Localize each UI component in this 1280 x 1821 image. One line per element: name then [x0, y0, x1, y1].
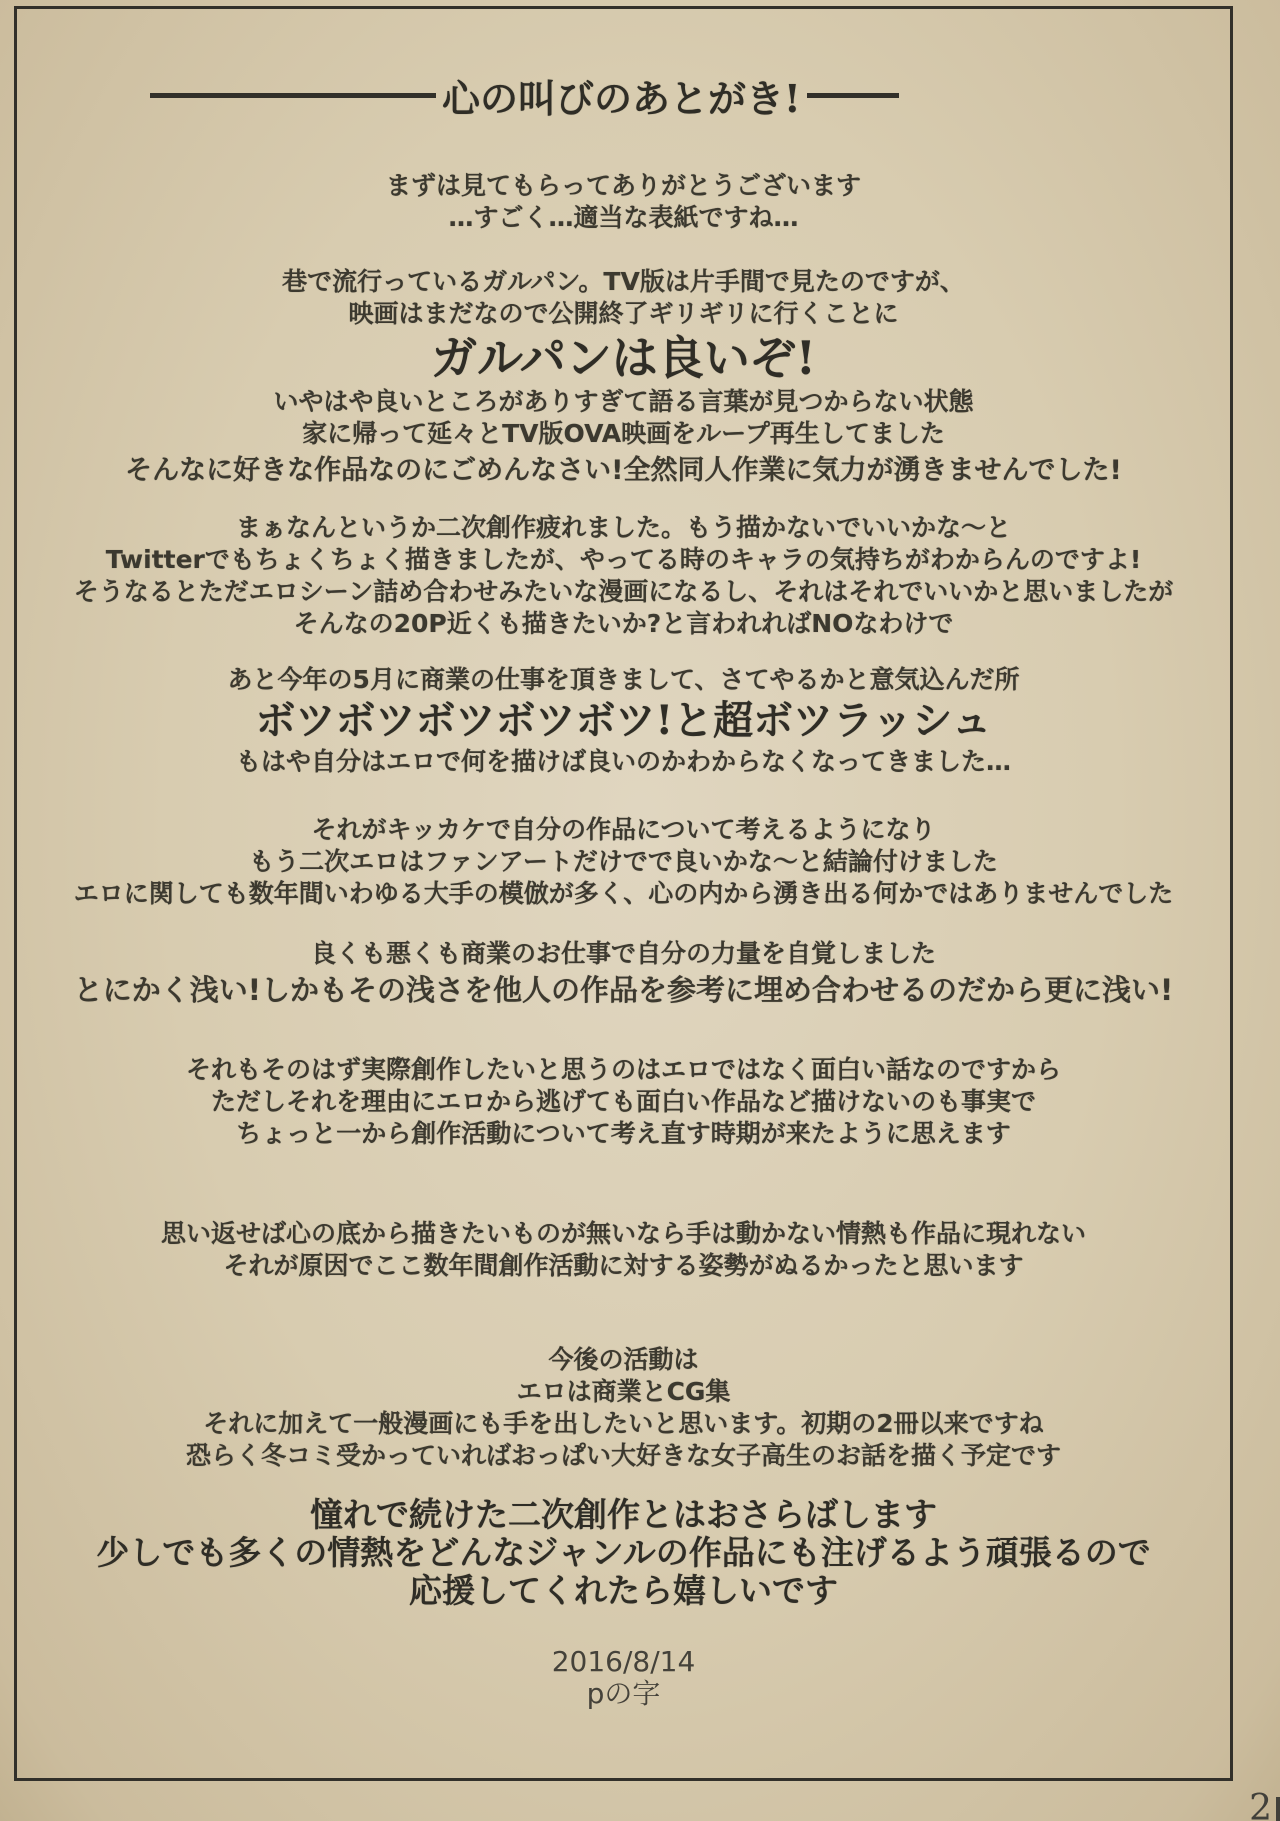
paragraph-tired [14, 512, 1233, 640]
footer-block [14, 1646, 1233, 1710]
title-row [14, 68, 1233, 123]
afterword-emphasis-line: 少しでも多くの情熱をどんなジャンルの作品にも注げるよう頑張るので [96, 1533, 1151, 1572]
afterword-line: いやはや良いところがありすぎて語る言葉が見つからない状態 [273, 387, 974, 416]
afterword-line: 巷で流行っているガルパン。TV版は片手間で見たのですが、 [282, 267, 965, 296]
afterword-headline-garupan: ガルパンは良いぞ! [431, 331, 816, 385]
afterword-headline-botsu: ボツボツボツボツボツ!と超ボツラッシュ [255, 697, 992, 744]
afterword-line: まぁなんというか二次創作疲れました。もう描かないでいいかな〜と [235, 513, 1011, 542]
paragraph-botsu [14, 664, 1233, 778]
afterword-line: …すごく…適当な表紙ですね… [448, 203, 799, 232]
afterword-line: あと今年の5月に商業の仕事を頂きまして、さてやるかと意気込んだ所 [227, 665, 1020, 694]
afterword-line: 映画はまだなので公開終了ギリギリに行くことに [348, 299, 899, 328]
afterword-line: ちょっと一から創作活動について考え直す時期が来たように思えます [236, 1119, 1011, 1148]
afterword-line: Twitterでもちょくちょく描きましたが、やってる時のキャラの気持ちがわからんのですよ! [105, 545, 1142, 574]
afterword-line: ただしそれを理由にエロから逃げても面白い作品など描けないのも事実で [210, 1087, 1036, 1116]
paragraph-garupan [14, 266, 1233, 450]
paragraph-apology [14, 454, 1233, 488]
title-rule-left [150, 93, 436, 98]
afterword-emphasis-line: 憧れで続けた二次創作とはおさらばします [310, 1495, 937, 1534]
afterword-line: それが原因でここ数年間創作活動に対する姿勢がぬるかったと思います [223, 1251, 1024, 1280]
afterword-line: 家に帰って延々とTV版OVA映画をループ再生してました [302, 419, 945, 448]
footer-date: 2016/8/14 [551, 1645, 696, 1678]
afterword-line: 恐らく冬コミ受かっていればおっぱい大好きな女子高生のお話を描く予定です [185, 1441, 1061, 1470]
paragraph-rethink [14, 814, 1233, 910]
paragraph-shallow [14, 938, 1233, 1010]
afterword-line: もはや自分はエロで何を描けば良いのかわからなくなってきました… [235, 747, 1011, 776]
title-rule-right [807, 93, 899, 98]
afterword-line: とにかく浅い!しかもその浅さを他人の作品を参考に埋め合わせるのだから更に浅い! [73, 973, 1174, 1007]
afterword-line: そうなるとただエロシーン詰め合わせみたいな漫画になるし、それはそれでいいかと思いましたが [73, 577, 1174, 606]
afterword-line: そんなの20P近くも描きたいか?と言われればNOなわけで [293, 609, 954, 638]
page-title: 心の叫びのあとがき! [442, 76, 801, 121]
paragraph-thanks [14, 170, 1233, 234]
paragraph-farewell [14, 1496, 1233, 1610]
afterword-line: 良くも悪くも商業のお仕事で自分の力量を自覚しました [310, 939, 936, 968]
afterword-line: それもそのはず実際創作したいと思うのはエロではなく面白い話なのですから [185, 1055, 1061, 1084]
afterword-line: まずは見てもらってありがとうございます [385, 171, 861, 200]
afterword-line: エロは商業とCG集 [516, 1377, 731, 1406]
afterword-line: そんなに好きな作品なのにごめんなさい!全然同人作業に気力が湧きませんでした! [125, 455, 1122, 486]
page-number: 2 [1249, 1788, 1272, 1821]
afterword-line: 今後の活動は [548, 1345, 699, 1374]
paragraph-reflection [14, 1218, 1233, 1282]
afterword-emphasis-line: 応援してくれたら嬉しいです [409, 1571, 838, 1610]
afterword-line: エロに関しても数年間いわゆる大手の模倣が多く、心の内から湧き出る何かではありませんでした [73, 879, 1174, 908]
paragraph-truth [14, 1054, 1233, 1150]
footer-signature: pの字 [586, 1677, 661, 1710]
afterword-line: それがキッカケで自分の作品について考えるようになり [311, 815, 936, 844]
afterword-line: それに加えて一般漫画にも手を出したいと思います。初期の2冊以来ですね [203, 1409, 1044, 1438]
afterword-line: もう二次エロはファンアートだけでで良いかな〜と結論付けました [249, 847, 998, 876]
afterword-line: 思い返せば心の底から描きたいものが無いなら手は動かない情熱も作品に現れない [160, 1219, 1086, 1248]
paragraph-future-plans [14, 1344, 1233, 1472]
page-number-fragment [1276, 1797, 1280, 1821]
